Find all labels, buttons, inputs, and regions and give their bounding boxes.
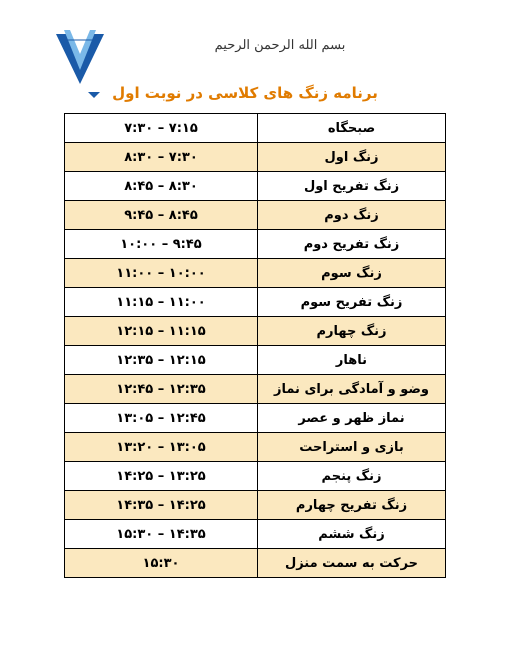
period-name-cell: حرکت به سمت منزل <box>258 549 446 578</box>
time-cell: ۱۰:۰۰ – ۱۱:۰۰ <box>65 259 258 288</box>
time-cell: ۹:۴۵ – ۱۰:۰۰ <box>65 230 258 259</box>
time-cell: ۱۲:۴۵ – ۱۳:۰۵ <box>65 404 258 433</box>
time-cell: ۱۴:۲۵ – ۱۴:۳۵ <box>65 491 258 520</box>
period-name-cell: وضو و آمادگی برای نماز <box>258 375 446 404</box>
period-name-cell: زنگ دوم <box>258 201 446 230</box>
time-cell: ۱۱:۱۵ – ۱۲:۱۵ <box>65 317 258 346</box>
table-row <box>65 259 446 288</box>
table-row <box>65 375 446 404</box>
time-cell: ۱۱:۰۰ – ۱۱:۱۵ <box>65 288 258 317</box>
table-row <box>65 404 446 433</box>
time-cell: ۱۳:۲۵ – ۱۴:۲۵ <box>65 462 258 491</box>
time-cell: ۱۵:۳۰ <box>65 549 258 578</box>
period-name-cell: زنگ تفریح اول <box>258 172 446 201</box>
table-row <box>65 230 446 259</box>
page-title: برنامه زنگ های کلاسی در نوبت اول <box>112 84 378 102</box>
bell-schedule-table <box>64 113 446 578</box>
time-cell: ۱۲:۱۵ – ۱۲:۳۵ <box>65 346 258 375</box>
period-name-cell: نماز ظهر و عصر <box>258 404 446 433</box>
time-cell: ۱۲:۳۵ – ۱۲:۴۵ <box>65 375 258 404</box>
table-row <box>65 143 446 172</box>
period-name-cell: صبحگاه <box>258 114 446 143</box>
table-row <box>65 346 446 375</box>
time-cell: ۱۳:۰۵ – ۱۳:۲۰ <box>65 433 258 462</box>
table-row <box>65 433 446 462</box>
basmala-heading: بسم الله الرحمن الرحیم <box>214 38 346 53</box>
table-row <box>65 549 446 578</box>
period-name-cell: بازی و استراحت <box>258 433 446 462</box>
period-name-cell: زنگ چهارم <box>258 317 446 346</box>
period-name-cell: زنگ سوم <box>258 259 446 288</box>
table-row <box>65 491 446 520</box>
table-row <box>65 114 446 143</box>
table-row <box>65 520 446 549</box>
time-cell: ۸:۳۰ – ۸:۴۵ <box>65 172 258 201</box>
period-name-cell: زنگ تفریح چهارم <box>258 491 446 520</box>
schedule-body <box>65 114 446 578</box>
time-cell: ۱۴:۳۵ – ۱۵:۳۰ <box>65 520 258 549</box>
period-name-cell: زنگ اول <box>258 143 446 172</box>
period-name-cell: ناهار <box>258 346 446 375</box>
period-name-cell: زنگ تفریح دوم <box>258 230 446 259</box>
table-row <box>65 288 446 317</box>
time-cell: ۷:۳۰ – ۸:۳۰ <box>65 143 258 172</box>
school-logo-icon <box>54 26 106 104</box>
table-row <box>65 462 446 491</box>
table-row <box>65 201 446 230</box>
table-row <box>65 172 446 201</box>
period-name-cell: زنگ تفریح سوم <box>258 288 446 317</box>
time-cell: ۷:۱۵ – ۷:۳۰ <box>65 114 258 143</box>
time-cell: ۸:۴۵ – ۹:۴۵ <box>65 201 258 230</box>
table-row <box>65 317 446 346</box>
period-name-cell: زنگ ششم <box>258 520 446 549</box>
period-name-cell: زنگ پنجم <box>258 462 446 491</box>
